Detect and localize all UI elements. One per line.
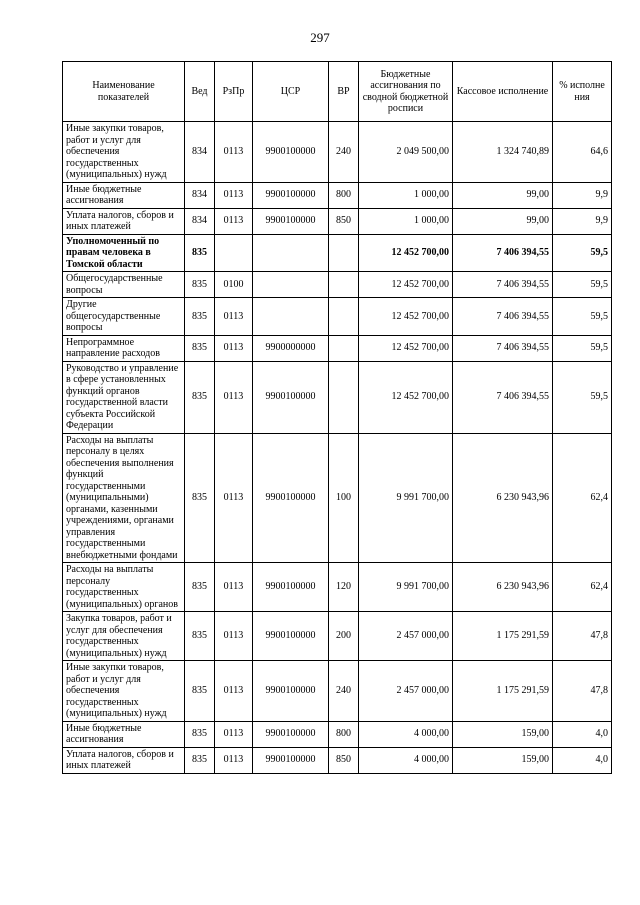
cell-name: Непрограммное направление расходов bbox=[63, 335, 185, 361]
cell-rzpr: 0113 bbox=[215, 298, 253, 336]
cell-cash: 7 406 394,55 bbox=[453, 298, 553, 336]
cell-csr: 9900100000 bbox=[253, 433, 329, 563]
cell-budget: 4 000,00 bbox=[359, 721, 453, 747]
cell-cash: 99,00 bbox=[453, 182, 553, 208]
cell-cash: 6 230 943,96 bbox=[453, 563, 553, 612]
cell-vr: 100 bbox=[329, 433, 359, 563]
cell-pct: 4,0 bbox=[553, 747, 612, 773]
cell-pct: 59,5 bbox=[553, 335, 612, 361]
cell-cash: 7 406 394,55 bbox=[453, 272, 553, 298]
cell-name: Уполномоченный по правам человека в Томской области bbox=[63, 234, 185, 272]
cell-cash: 99,00 bbox=[453, 208, 553, 234]
cell-pct: 9,9 bbox=[553, 208, 612, 234]
cell-name: Иные закупки товаров, работ и услуг для обеспечения государственных (муниципальных) нужд bbox=[63, 661, 185, 722]
cell-budget: 4 000,00 bbox=[359, 747, 453, 773]
cell-budget: 1 000,00 bbox=[359, 182, 453, 208]
cell-csr: 9900100000 bbox=[253, 721, 329, 747]
cell-cash: 7 406 394,55 bbox=[453, 335, 553, 361]
cell-csr: 9900100000 bbox=[253, 122, 329, 183]
header-name: Наименование показателей bbox=[63, 62, 185, 122]
cell-budget: 12 452 700,00 bbox=[359, 298, 453, 336]
cell-ved: 834 bbox=[185, 182, 215, 208]
cell-csr bbox=[253, 298, 329, 336]
cell-pct: 62,4 bbox=[553, 563, 612, 612]
table-row bbox=[63, 361, 612, 433]
cell-vr: 120 bbox=[329, 563, 359, 612]
page-number: 297 bbox=[310, 30, 330, 45]
header-csr: ЦСР bbox=[253, 62, 329, 122]
cell-pct: 59,5 bbox=[553, 298, 612, 336]
cell-ved: 835 bbox=[185, 563, 215, 612]
cell-csr: 9900100000 bbox=[253, 612, 329, 661]
cell-rzpr: 0113 bbox=[215, 433, 253, 563]
budget-table bbox=[62, 61, 612, 774]
cell-cash: 7 406 394,55 bbox=[453, 234, 553, 272]
cell-pct: 59,5 bbox=[553, 272, 612, 298]
cell-budget: 2 049 500,00 bbox=[359, 122, 453, 183]
cell-name: Уплата налогов, сборов и иных платежей bbox=[63, 747, 185, 773]
table-row bbox=[63, 272, 612, 298]
cell-vr: 240 bbox=[329, 661, 359, 722]
cell-vr bbox=[329, 234, 359, 272]
cell-name: Иные бюджетные ассигнования bbox=[63, 182, 185, 208]
cell-pct: 4,0 bbox=[553, 721, 612, 747]
cell-rzpr bbox=[215, 234, 253, 272]
cell-name: Уплата налогов, сборов и иных платежей bbox=[63, 208, 185, 234]
cell-ved: 835 bbox=[185, 234, 215, 272]
cell-rzpr: 0113 bbox=[215, 563, 253, 612]
cell-budget: 1 000,00 bbox=[359, 208, 453, 234]
cell-rzpr: 0113 bbox=[215, 747, 253, 773]
cell-name: Закупка товаров, работ и услуг для обеспечения государственных (муниципальных) нужд bbox=[63, 612, 185, 661]
cell-csr: 9900100000 bbox=[253, 747, 329, 773]
cell-cash: 7 406 394,55 bbox=[453, 361, 553, 433]
cell-pct: 62,4 bbox=[553, 433, 612, 563]
cell-name: Другие общегосударственные вопросы bbox=[63, 298, 185, 336]
cell-rzpr: 0113 bbox=[215, 361, 253, 433]
cell-name: Расходы на выплаты персоналу в целях обеспечения выполнения функций государственными (муниципальными) органами, казенными учреждениями, органами управления государственными внебюджетными фондами bbox=[63, 433, 185, 563]
cell-rzpr: 0113 bbox=[215, 335, 253, 361]
table-header-row bbox=[63, 62, 612, 122]
cell-ved: 835 bbox=[185, 433, 215, 563]
cell-name: Общегосударственные вопросы bbox=[63, 272, 185, 298]
cell-budget: 2 457 000,00 bbox=[359, 612, 453, 661]
cell-rzpr: 0113 bbox=[215, 122, 253, 183]
cell-cash: 1 324 740,89 bbox=[453, 122, 553, 183]
cell-ved: 835 bbox=[185, 612, 215, 661]
header-pct: % исполне ния bbox=[553, 62, 612, 122]
cell-vr bbox=[329, 335, 359, 361]
cell-vr bbox=[329, 361, 359, 433]
cell-rzpr: 0113 bbox=[215, 612, 253, 661]
table-row bbox=[63, 563, 612, 612]
cell-csr: 9900000000 bbox=[253, 335, 329, 361]
table-row bbox=[63, 433, 612, 563]
cell-name: Расходы на выплаты персоналу государственных (муниципальных) органов bbox=[63, 563, 185, 612]
cell-ved: 835 bbox=[185, 721, 215, 747]
cell-rzpr: 0100 bbox=[215, 272, 253, 298]
cell-ved: 835 bbox=[185, 335, 215, 361]
table-row bbox=[63, 208, 612, 234]
cell-ved: 835 bbox=[185, 272, 215, 298]
table-row bbox=[63, 234, 612, 272]
cell-cash: 6 230 943,96 bbox=[453, 433, 553, 563]
table-row bbox=[63, 298, 612, 336]
cell-budget: 12 452 700,00 bbox=[359, 272, 453, 298]
cell-budget: 12 452 700,00 bbox=[359, 361, 453, 433]
cell-vr bbox=[329, 298, 359, 336]
cell-vr: 850 bbox=[329, 747, 359, 773]
table-row bbox=[63, 335, 612, 361]
cell-pct: 59,5 bbox=[553, 234, 612, 272]
cell-pct: 64,6 bbox=[553, 122, 612, 183]
header-ved: Вед bbox=[185, 62, 215, 122]
cell-ved: 835 bbox=[185, 661, 215, 722]
table-row bbox=[63, 747, 612, 773]
cell-ved: 834 bbox=[185, 122, 215, 183]
header-rzpr: РзПр bbox=[215, 62, 253, 122]
cell-csr: 9900100000 bbox=[253, 661, 329, 722]
table-row bbox=[63, 122, 612, 183]
cell-pct: 47,8 bbox=[553, 612, 612, 661]
table-row bbox=[63, 182, 612, 208]
cell-vr: 800 bbox=[329, 182, 359, 208]
cell-ved: 834 bbox=[185, 208, 215, 234]
cell-csr bbox=[253, 272, 329, 298]
cell-budget: 9 991 700,00 bbox=[359, 433, 453, 563]
cell-budget: 9 991 700,00 bbox=[359, 563, 453, 612]
cell-csr bbox=[253, 234, 329, 272]
cell-cash: 1 175 291,59 bbox=[453, 661, 553, 722]
cell-name: Иные закупки товаров, работ и услуг для обеспечения государственных (муниципальных) нужд bbox=[63, 122, 185, 183]
cell-ved: 835 bbox=[185, 361, 215, 433]
cell-ved: 835 bbox=[185, 747, 215, 773]
cell-budget: 12 452 700,00 bbox=[359, 234, 453, 272]
cell-budget: 2 457 000,00 bbox=[359, 661, 453, 722]
header-cash: Кассовое исполнение bbox=[453, 62, 553, 122]
cell-rzpr: 0113 bbox=[215, 661, 253, 722]
cell-csr: 9900100000 bbox=[253, 361, 329, 433]
header-vr: ВР bbox=[329, 62, 359, 122]
cell-name: Руководство и управление в сфере установленных функций органов государственной власти субъекта Российской Федерации bbox=[63, 361, 185, 433]
cell-rzpr: 0113 bbox=[215, 721, 253, 747]
cell-csr: 9900100000 bbox=[253, 563, 329, 612]
table-row bbox=[63, 721, 612, 747]
cell-pct: 59,5 bbox=[553, 361, 612, 433]
cell-pct: 47,8 bbox=[553, 661, 612, 722]
cell-vr: 850 bbox=[329, 208, 359, 234]
cell-vr: 800 bbox=[329, 721, 359, 747]
cell-csr: 9900100000 bbox=[253, 208, 329, 234]
cell-budget: 12 452 700,00 bbox=[359, 335, 453, 361]
cell-vr: 240 bbox=[329, 122, 359, 183]
cell-cash: 1 175 291,59 bbox=[453, 612, 553, 661]
cell-cash: 159,00 bbox=[453, 747, 553, 773]
cell-vr bbox=[329, 272, 359, 298]
cell-ved: 835 bbox=[185, 298, 215, 336]
header-budget: Бюджетные ассигнования по сводной бюджетной росписи bbox=[359, 62, 453, 122]
table-row bbox=[63, 661, 612, 722]
cell-vr: 200 bbox=[329, 612, 359, 661]
cell-name: Иные бюджетные ассигнования bbox=[63, 721, 185, 747]
cell-rzpr: 0113 bbox=[215, 208, 253, 234]
table-row bbox=[63, 612, 612, 661]
cell-cash: 159,00 bbox=[453, 721, 553, 747]
cell-pct: 9,9 bbox=[553, 182, 612, 208]
cell-csr: 9900100000 bbox=[253, 182, 329, 208]
cell-rzpr: 0113 bbox=[215, 182, 253, 208]
